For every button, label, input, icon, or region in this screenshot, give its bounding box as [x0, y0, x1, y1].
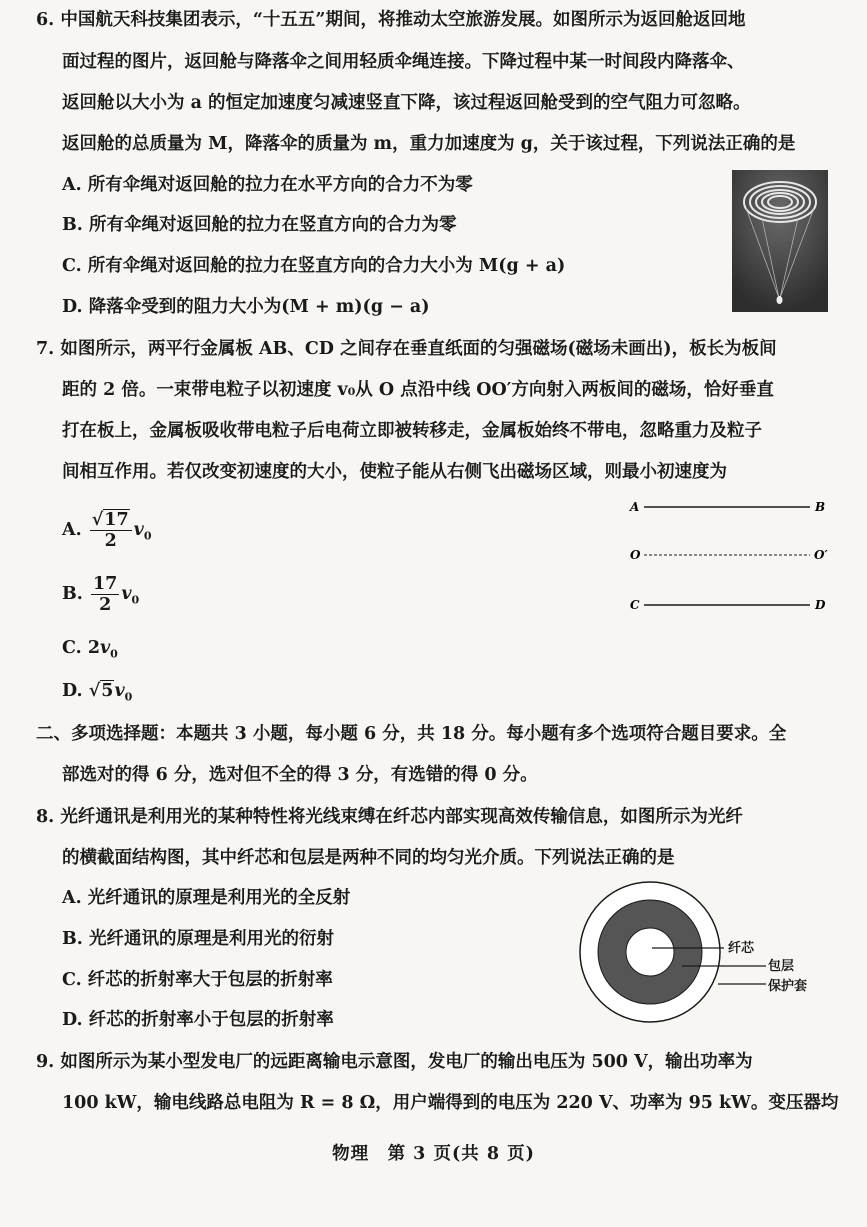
q7-option-a-radicand: 17	[104, 510, 129, 530]
q6-line-2: 面过程的图片，返回舱与降落伞之间用轻质伞绳连接。下降过程中某一时间段内降落伞、	[62, 52, 745, 72]
q7-option-a-fraction: $\frac{√17}{2}$	[90, 510, 132, 551]
section2-line-1: 二、多项选择题：本题共 3 小题，每小题 6 分，共 18 分。每小题有多个选项符合题目要求。全	[36, 724, 787, 744]
q7-line-4: 间相互作用。若仅改变初速度的大小，使粒子能从右侧飞出磁场区域，则最小初速度为	[62, 462, 727, 482]
q7-option-d	[62, 679, 132, 710]
q6-option-c: C. 所有伞绳对返回舱的拉力在竖直方向的合力大小为 M(g + a)	[62, 256, 566, 276]
q9-line-2: 100 kW，输电线路总电阻为 R = 8 Ω，用户端得到的电压为 220 V、功率为 95 kW。变压器均	[62, 1093, 839, 1113]
q7-option-c-sub: 0	[110, 647, 118, 661]
q6-option-b: B. 所有伞绳对返回舱的拉力在竖直方向的合力为零	[62, 215, 457, 235]
q7-option-b-fraction	[91, 574, 119, 615]
q7-option-b-var: v	[121, 584, 132, 604]
q7-option-d-sqrt: √5	[88, 681, 114, 701]
q8-line-1: 8. 光纤通讯是利用光的某种特性将光线束缚在纤芯内部实现高效传输信息，如图所示为光纤	[36, 807, 743, 827]
q7-option-a-var: v	[133, 520, 144, 540]
q7-option-d-prefix: D.	[62, 681, 83, 701]
label-d: D	[815, 598, 826, 612]
q7-option-d-radicand: 5	[101, 681, 114, 701]
page-footer: 物理 第 3 页(共 8 页)	[332, 1144, 535, 1164]
q7-option-a	[62, 508, 151, 559]
core-circle	[626, 928, 674, 976]
q7-option-b-numerator: 17	[92, 574, 118, 594]
section2-line-2: 部选对的得 6 分，选对但不全的得 3 分，有选错的得 0 分。	[62, 765, 538, 785]
q7-option-a-sub: 0	[143, 529, 152, 543]
q7-option-a-denominator: 2	[104, 531, 117, 551]
q6-option-d: D. 降落伞受到的阻力大小为(M + m)(g − a)	[62, 297, 430, 317]
q7-option-d-sub: 0	[124, 690, 133, 704]
q7-option-b-denominator: 2	[99, 595, 112, 615]
q8-option-b: B. 光纤通讯的原理是利用光的衍射	[62, 929, 334, 949]
parachute-photo	[732, 170, 828, 312]
label-core: 纤芯	[728, 941, 755, 956]
label-jacket: 保护套	[768, 979, 808, 994]
label-cladding: 包层	[768, 959, 795, 974]
q7-option-c-prefix: C.	[62, 638, 82, 658]
q7-option-c-var: v	[100, 638, 111, 658]
label-c: C	[630, 598, 640, 612]
q8-option-a: A. 光纤通讯的原理是利用光的全反射	[62, 888, 351, 908]
q7-option-b	[62, 572, 139, 623]
q7-option-b-sub: 0	[131, 593, 140, 607]
metal-plates-diagram	[624, 494, 834, 618]
q8-option-d: D. 纤芯的折射率小于包层的折射率	[62, 1010, 334, 1030]
q8-line-2: 的横截面结构图，其中纤芯和包层是两种不同的均匀光介质。下列说法正确的是	[62, 848, 675, 868]
q7-line-1: 7. 如图所示，两平行金属板 AB、CD 之间存在垂直纸面的匀强磁场(磁场未画出)，板长为板间	[36, 339, 777, 359]
q6-line-4: 返回舱的总质量为 M，降落伞的质量为 m，重力加速度为 g，关于该过程，下列说法正确的是	[62, 134, 796, 154]
q7-option-d-var: v	[114, 681, 125, 701]
q6-option-a: A. 所有伞绳对返回舱的拉力在水平方向的合力不为零	[62, 175, 473, 195]
q6-line-3: 返回舱以大小为 a 的恒定加速度匀减速竖直下降，该过程返回舱受到的空气阻力可忽略。	[62, 93, 751, 113]
q7-line-3: 打在板上，金属板吸收带电粒子后电荷立即被转移走，金属板始终不带电，忽略重力及粒子	[62, 421, 762, 441]
q8-option-c: C. 纤芯的折射率大于包层的折射率	[62, 970, 333, 990]
q7-option-a-prefix: A.	[62, 520, 82, 540]
q6-line-1: 6. 中国航天科技集团表示，“十五五”期间，将推动太空旅游发展。如图所示为返回舱返回地	[36, 10, 746, 30]
q7-option-c-coef: 2	[87, 638, 100, 658]
label-o-prime: O′	[814, 548, 828, 562]
q7-option-c	[62, 636, 118, 667]
q7-line-2: 距的 2 倍。一束带电粒子以初速度 v₀从 O 点沿中线 OO′方向射入两板间的磁场，恰好垂直	[62, 380, 774, 400]
label-b: B	[815, 500, 826, 514]
q7-option-b-prefix: B.	[62, 584, 83, 604]
label-a: A	[630, 500, 640, 514]
label-o: O	[630, 548, 641, 562]
fiber-cross-section-diagram	[578, 880, 828, 1024]
q9-line-1: 9. 如图所示为某小型发电厂的远距离输电示意图，发电厂的输出电压为 500 V，输出功率为	[36, 1052, 753, 1072]
